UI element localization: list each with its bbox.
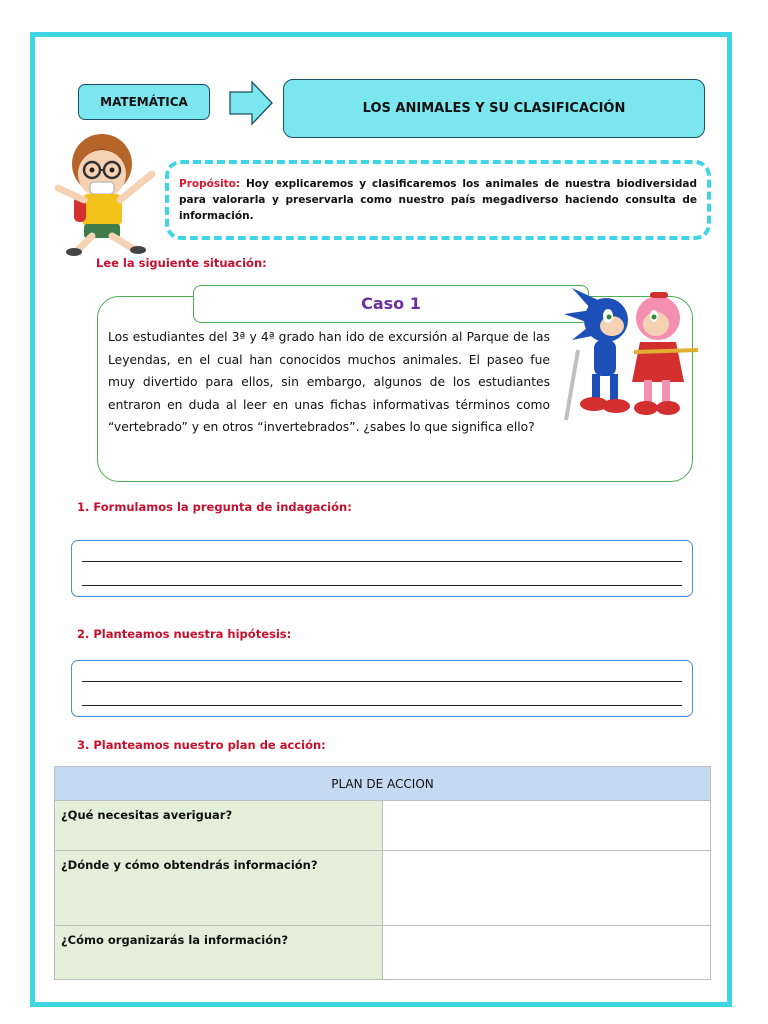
table-row <box>55 851 711 926</box>
plan-answer-cell[interactable] <box>383 801 711 851</box>
step-3-label: 3. Planteamos nuestro plan de acción: <box>77 738 326 752</box>
case-title: Caso 1 <box>193 285 589 323</box>
table-row <box>55 926 711 980</box>
page-title: LOS ANIMALES Y SU CLASIFICACIÓN <box>283 79 705 138</box>
plan-question: ¿Dónde y cómo obtendrás información? <box>55 851 383 926</box>
answer-line <box>82 681 682 682</box>
answer-line <box>82 561 682 562</box>
purpose-text: Hoy explicaremos y clasificaremos los animales de nuestra biodiversidad para valorarla y preservarla como nuestro país megadiverso haciendo consulta de información. <box>179 178 697 222</box>
subject-badge: MATEMÁTICA <box>78 84 210 120</box>
purpose-box <box>165 160 711 240</box>
purpose-label: Propósito: <box>179 178 241 190</box>
answer-line <box>82 585 682 586</box>
table-row <box>55 801 711 851</box>
cartoon-characters-illustration <box>558 270 706 428</box>
plan-question: ¿Qué necesitas averiguar? <box>55 801 383 851</box>
plan-header: PLAN DE ACCION <box>55 767 711 801</box>
plan-question: ¿Cómo organizarás la información? <box>55 926 383 980</box>
answer-box-question[interactable] <box>71 540 693 597</box>
instruction-text: Lee la siguiente situación: <box>96 256 267 270</box>
case-text: Los estudiantes del 3ª y 4ª grado han ido de excursión al Parque de las Leyendas, en el cual han conocidos muchos animales. El paseo fue muy divertido para ellos, sin embargo, algunos de los estudiantes entraron en duda al leer en unas fichas informativas términos como “vertebrado” y en otros “invertebrados”. ¿sabes lo que significa ello? <box>108 330 550 434</box>
step-1-label: 1. Formulamos la pregunta de indagación: <box>77 500 352 514</box>
student-illustration <box>52 128 170 256</box>
plan-answer-cell[interactable] <box>383 926 711 980</box>
action-plan-table <box>54 766 711 980</box>
step-2-label: 2. Planteamos nuestra hipótesis: <box>77 627 292 641</box>
answer-line <box>82 705 682 706</box>
answer-box-hypothesis[interactable] <box>71 660 693 717</box>
arrow-right-icon <box>228 80 274 126</box>
plan-answer-cell[interactable] <box>383 851 711 926</box>
